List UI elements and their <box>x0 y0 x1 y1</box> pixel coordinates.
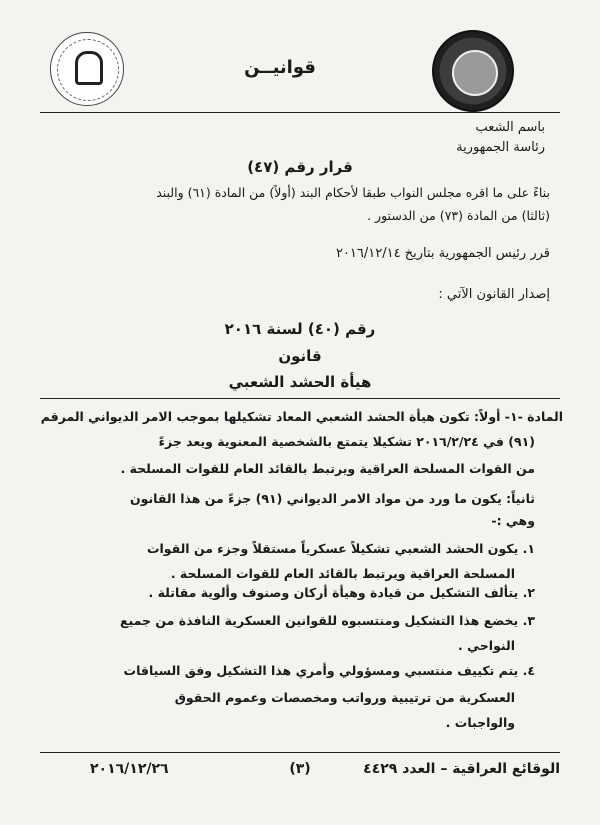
article-1-second-line: وهي :- <box>491 513 535 528</box>
intro-line-2: رئاسة الجمهورية <box>456 140 545 155</box>
article-1-second-line: ثانياً: يكون ما ورد من مواد الامر الديواني (٩١) جزءً من هذا القانون <box>129 491 535 506</box>
intro-line-1: باسم الشعب <box>475 120 545 135</box>
list-item: النواحي . <box>458 638 515 653</box>
list-item: والواجبات . <box>445 715 515 730</box>
body-rule <box>40 398 560 399</box>
footer-gazette: الوقائع العراقية – العدد ٤٤٢٩ <box>363 761 560 777</box>
law-number: رقم (٤٠) لسنة ٢٠١٦ <box>224 320 376 338</box>
list-item: ٢. يتألف التشكيل من قيادة وهيأة أركان وصنوف وألوية مقاتلة . <box>148 585 535 600</box>
article-1-first-line: من القوات المسلحة العراقية ويرتبط بالقائد العام للقوات المسلحة . <box>120 461 535 476</box>
legislation-logo <box>50 32 124 106</box>
law-name: هيأة الحشد الشعبي <box>228 373 372 391</box>
law-type: قانون <box>278 347 322 365</box>
list-item: المسلحة العراقية ويرتبط بالقائد العام للقوات المسلحة . <box>170 566 515 581</box>
official-seal <box>432 30 514 112</box>
article-1-first-line: المادة -١- أولاً: تكون هيأة الحشد الشعبي المعاد تشكيلها بموجب الامر الديواني المرقم <box>40 409 563 424</box>
page-title: قوانيــن <box>244 57 316 78</box>
logo-mark <box>75 51 103 85</box>
decision-title: قرار رقم (٤٧) <box>247 158 353 176</box>
article-1-first-line: (٩١) في ٢٠١٦/٢/٢٤ تشكيلا يتمتع بالشخصية المعنوية ويعد جزءً <box>158 434 535 449</box>
seal-center <box>452 50 498 96</box>
basis-line-1: بناءً على ما اقره مجلس النواب طبقا لأحكام البند (أولاً) من المادة (٦١) والبند <box>156 185 550 200</box>
list-item: ١. يكون الحشد الشعبي تشكيلاً عسكرياً مستقلاً وجزء من القوات <box>146 541 535 556</box>
footer-date: ٢٠١٦/١٢/٢٦ <box>90 761 169 777</box>
footer-page-number: (٣) <box>289 761 311 777</box>
header-rule <box>40 112 560 113</box>
list-item: ٣. يخضع هذا التشكيل ومنتسبوه للقوانين العسكرية النافذة من جميع <box>120 613 535 628</box>
basis-line-2: (ثالثا) من المادة (٧٣) من الدستور . <box>367 208 550 223</box>
decided-line: قرر رئيس الجمهورية بتاريخ ٢٠١٦/١٢/١٤ <box>335 246 550 261</box>
list-item: العسكرية من ترتيبية ورواتب ومخصصات وعموم الحقوق <box>174 690 515 705</box>
list-item: ٤. يتم تكييف منتسبي ومسؤولي وأمري هذا التشكيل وفق السياقات <box>123 663 535 678</box>
issue-line: إصدار القانون الآتي : <box>438 287 550 302</box>
footer-rule <box>40 752 560 753</box>
